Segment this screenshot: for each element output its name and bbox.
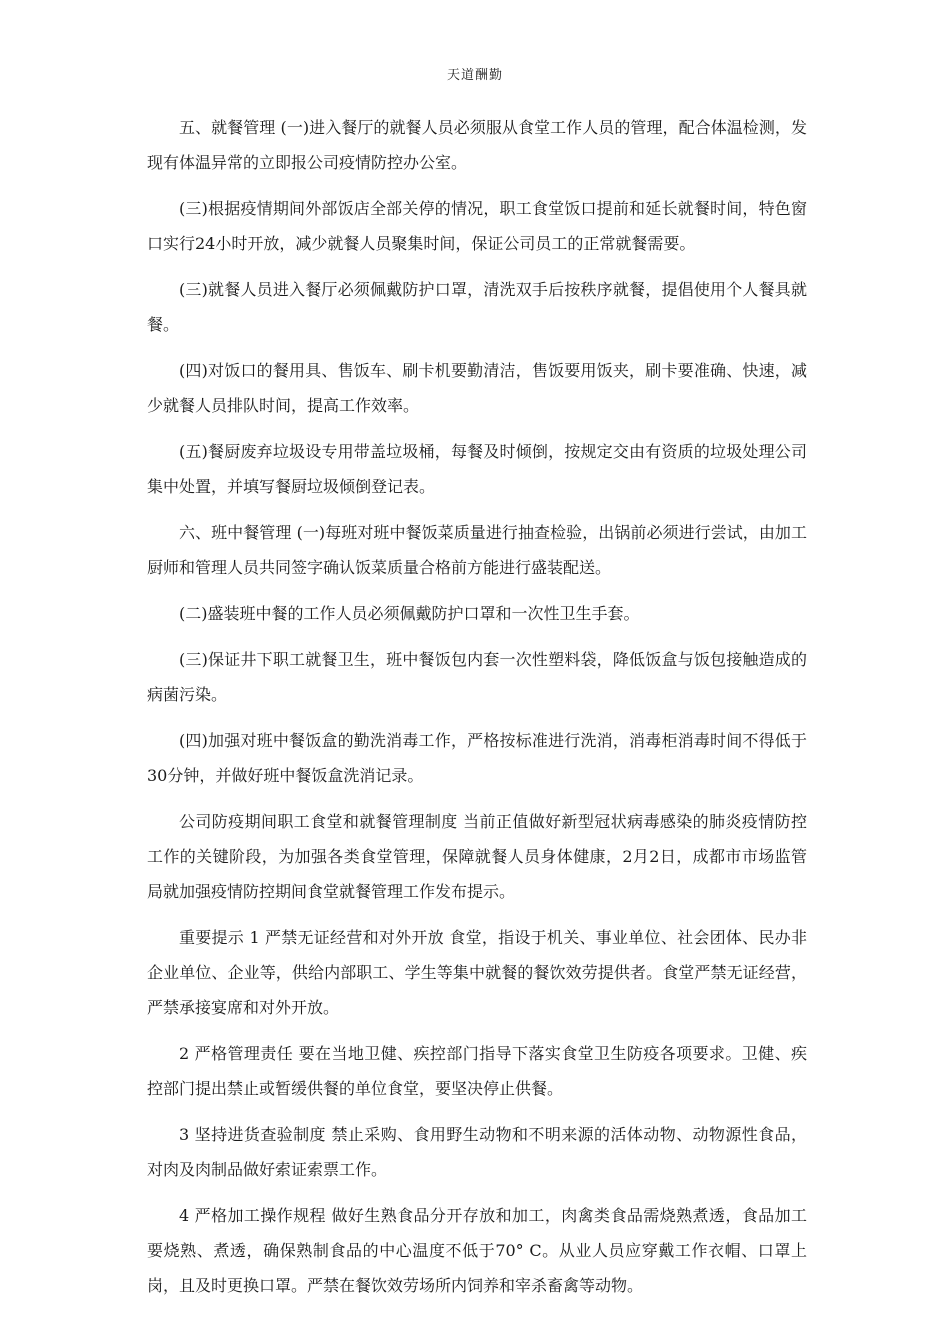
paragraph-notice-4: 4 严格加工操作规程 做好生熟食品分开存放和加工，肉禽类食品需烧熟煮透，食品加工要烧熟、煮透，确保熟制食品的中心温度不低于70° C。从业人员应穿戴工作衣帽、口罩上岗，且及时更换口罩。严禁在餐饮效劳场所内饲养和宰杀畜禽等动物。 (147, 1206, 807, 1295)
paragraph-dining-management-5: (五)餐厨废弃垃圾设专用带盖垃圾桶，每餐及时倾倒，按规定交由有资质的垃圾处理公司集中处置，并填写餐厨垃圾倾倒登记表。 (147, 442, 807, 496)
page-header: 天道酬勤 (446, 68, 503, 83)
paragraph-dining-management-4: (四)对饭口的餐用具、售饭车、刷卡机要勤清洁，售饭要用饭夹，刷卡要准确、快速，减少就餐人员排队时间，提高工作效率。 (147, 361, 807, 415)
paragraph-notice-1: 重要提示 1 严禁无证经营和对外开放 食堂，指设于机关、事业单位、社会团体、民办非企业单位、企业等，供给内部职工、学生等集中就餐的餐饮效劳提供者。食堂严禁无证经营，严禁承接宴席和对外开放。 (147, 928, 807, 1017)
paragraph-notice-2: 2 严格管理责任 要在当地卫健、疾控部门指导下落实食堂卫生防疫各项要求。卫健、疾控部门提出禁止或暂缓供餐的单位食堂，要坚决停止供餐。 (147, 1044, 807, 1098)
paragraph-shift-meal-1: 六、班中餐管理 (一)每班对班中餐饭菜质量进行抽查检验，出锅前必须进行尝试，由加工厨师和管理人员共同签字确认饭菜质量合格前方能进行盛装配送。 (147, 523, 807, 577)
document-body (147, 110, 807, 1314)
paragraph-shift-meal-3: (三)保证井下职工就餐卫生，班中餐饭包内套一次性塑料袋，降低饭盒与饭包接触造成的病菌污染。 (147, 650, 807, 704)
paragraph-dining-management-1: 五、就餐管理 (一)进入餐厅的就餐人员必须服从食堂工作人员的管理，配合体温检测，发现有体温异常的立即报公司疫情防控办公室。 (147, 118, 807, 172)
paragraph-notice-3: 3 坚持进货查验制度 禁止采购、食用野生动物和不明来源的活体动物、动物源性食品，对肉及肉制品做好索证索票工作。 (147, 1125, 807, 1179)
paragraph-shift-meal-4: (四)加强对班中餐饭盒的勤洗消毒工作，严格按标准进行洗消，消毒柜消毒时间不得低于30分钟，并做好班中餐饭盒洗消记录。 (147, 731, 807, 785)
paragraph-epidemic-intro: 公司防疫期间职工食堂和就餐管理制度 当前正值做好新型冠状病毒感染的肺炎疫情防控工作的关键阶段，为加强各类食堂管理，保障就餐人员身体健康，2月2日，成都市市场监管局就加强疫情防控期间食堂就餐管理工作发布提示。 (147, 812, 807, 901)
paragraph-dining-management-3: (三)就餐人员进入餐厅必须佩戴防护口罩，清洗双手后按秩序就餐，提倡使用个人餐具就餐。 (147, 280, 807, 334)
paragraph-dining-management-2: (三)根据疫情期间外部饭店全部关停的情况，职工食堂饭口提前和延长就餐时间，特色窗口实行24小时开放，减少就餐人员聚集时间，保证公司员工的正常就餐需要。 (147, 199, 807, 253)
paragraph-shift-meal-2: (二)盛装班中餐的工作人员必须佩戴防护口罩和一次性卫生手套。 (179, 604, 640, 623)
